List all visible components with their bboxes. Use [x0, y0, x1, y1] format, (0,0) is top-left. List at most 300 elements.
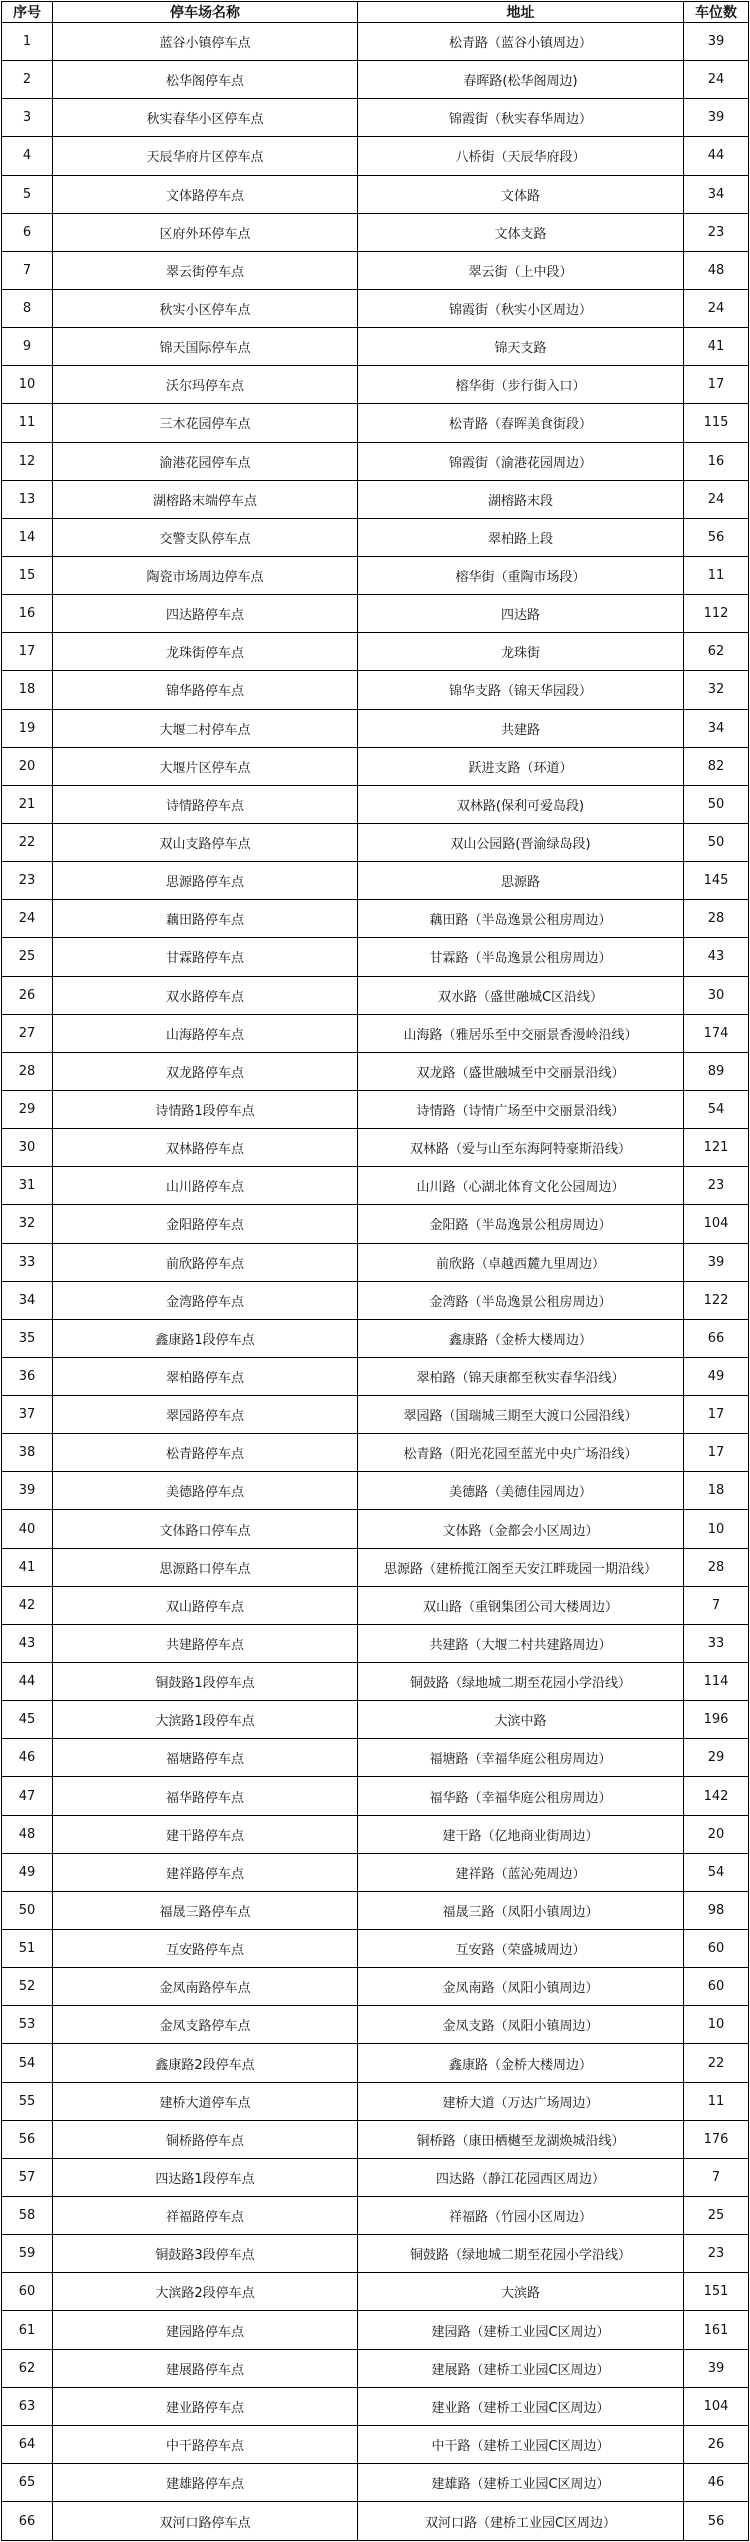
cell-parking-name: 陶瓷市场周边停车点	[53, 556, 358, 594]
table-row	[2, 1891, 749, 1929]
cell-address: 四达路（静江花园西区周边）	[358, 2158, 684, 2196]
cell-parking-name: 文体路停车点	[53, 175, 358, 213]
cell-parking-name: 天辰华府片区停车点	[53, 137, 358, 175]
table-row	[2, 556, 749, 594]
cell-space-count: 142	[684, 1777, 749, 1815]
cell-space-count: 151	[684, 2273, 749, 2311]
cell-index: 16	[2, 595, 53, 633]
cell-index: 14	[2, 518, 53, 556]
cell-index: 35	[2, 1319, 53, 1357]
cell-index: 61	[2, 2311, 53, 2349]
table-row	[2, 2425, 749, 2463]
table-row	[2, 1014, 749, 1052]
table-row	[2, 1663, 749, 1701]
cell-index: 53	[2, 2006, 53, 2044]
cell-index: 31	[2, 1167, 53, 1205]
cell-space-count: 98	[684, 1891, 749, 1929]
cell-address: 金凤南路（凤阳小镇周边）	[358, 1968, 684, 2006]
cell-parking-name: 共建路停车点	[53, 1624, 358, 1662]
table-row	[2, 2502, 749, 2541]
table-row	[2, 709, 749, 747]
cell-parking-name: 松青路停车点	[53, 1434, 358, 1472]
cell-address: 大滨路	[358, 2273, 684, 2311]
cell-space-count: 24	[684, 480, 749, 518]
table-row	[2, 1586, 749, 1624]
cell-index: 58	[2, 2197, 53, 2235]
cell-address: 铜鼓路（绿地城二期至花园小学沿线）	[358, 2235, 684, 2273]
cell-index: 52	[2, 1968, 53, 2006]
cell-space-count: 30	[684, 976, 749, 1014]
cell-address: 鑫康路（金桥大楼周边）	[358, 1319, 684, 1357]
cell-address: 福塘路（幸福华庭公租房周边）	[358, 1739, 684, 1777]
cell-space-count: 41	[684, 328, 749, 366]
cell-address: 双山路（重钢集团公司大楼周边）	[358, 1586, 684, 1624]
table-row	[2, 976, 749, 1014]
cell-index: 24	[2, 900, 53, 938]
cell-parking-name: 松华阁停车点	[53, 61, 358, 99]
cell-address: 思源路（建桥揽江阁至天安江畔珑园一期沿线）	[358, 1548, 684, 1586]
table-row	[2, 2311, 749, 2349]
cell-parking-name: 美德路停车点	[53, 1472, 358, 1510]
cell-address: 思源路	[358, 862, 684, 900]
table-row	[2, 1434, 749, 1472]
cell-parking-name: 文体路口停车点	[53, 1510, 358, 1548]
table-row	[2, 2235, 749, 2273]
cell-space-count: 145	[684, 862, 749, 900]
cell-index: 30	[2, 1129, 53, 1167]
cell-space-count: 16	[684, 442, 749, 480]
cell-parking-name: 山川路停车点	[53, 1167, 358, 1205]
cell-parking-name: 大滨路2段停车点	[53, 2273, 358, 2311]
table-row	[2, 1510, 749, 1548]
cell-parking-name: 诗情路1段停车点	[53, 1090, 358, 1128]
table-row	[2, 1739, 749, 1777]
cell-space-count: 39	[684, 1243, 749, 1281]
cell-space-count: 34	[684, 709, 749, 747]
cell-address: 建业路（建桥工业园C区周边）	[358, 2387, 684, 2425]
table-row	[2, 1853, 749, 1891]
cell-address: 诗情路（诗情广场至中交丽景沿线）	[358, 1090, 684, 1128]
cell-index: 21	[2, 785, 53, 823]
cell-parking-name: 四达路1段停车点	[53, 2158, 358, 2196]
cell-space-count: 32	[684, 671, 749, 709]
cell-index: 18	[2, 671, 53, 709]
cell-space-count: 18	[684, 1472, 749, 1510]
cell-index: 62	[2, 2349, 53, 2387]
cell-parking-name: 山海路停车点	[53, 1014, 358, 1052]
cell-index: 65	[2, 2464, 53, 2502]
cell-index: 23	[2, 862, 53, 900]
cell-parking-name: 双林路停车点	[53, 1129, 358, 1167]
cell-parking-name: 大滨路1段停车点	[53, 1701, 358, 1739]
cell-index: 9	[2, 328, 53, 366]
table-row	[2, 2158, 749, 2196]
cell-parking-name: 区府外环停车点	[53, 213, 358, 251]
cell-index: 7	[2, 251, 53, 289]
cell-index: 10	[2, 366, 53, 404]
table-row	[2, 1319, 749, 1357]
cell-space-count: 122	[684, 1281, 749, 1319]
table-row	[2, 1930, 749, 1968]
cell-index: 6	[2, 213, 53, 251]
cell-space-count: 174	[684, 1014, 749, 1052]
cell-space-count: 22	[684, 2044, 749, 2082]
cell-space-count: 39	[684, 2349, 749, 2387]
header-index: 序号	[2, 2, 53, 23]
cell-address: 前欣路（卓越西麓九里周边）	[358, 1243, 684, 1281]
table-row	[2, 2387, 749, 2425]
table-row	[2, 2464, 749, 2502]
cell-address: 锦天支路	[358, 328, 684, 366]
table-row	[2, 2197, 749, 2235]
cell-parking-name: 四达路停车点	[53, 595, 358, 633]
cell-space-count: 176	[684, 2120, 749, 2158]
cell-parking-name: 思源路停车点	[53, 862, 358, 900]
cell-space-count: 33	[684, 1624, 749, 1662]
cell-address: 共建路	[358, 709, 684, 747]
cell-address: 松青路（春晖美食街段）	[358, 404, 684, 442]
header-parking-name: 停车场名称	[53, 2, 358, 23]
cell-space-count: 54	[684, 1090, 749, 1128]
cell-space-count: 82	[684, 747, 749, 785]
table-row	[2, 1815, 749, 1853]
cell-parking-name: 铜鼓路3段停车点	[53, 2235, 358, 2273]
cell-space-count: 10	[684, 1510, 749, 1548]
cell-parking-name: 建园路停车点	[53, 2311, 358, 2349]
cell-parking-name: 诗情路停车点	[53, 785, 358, 823]
cell-index: 51	[2, 1930, 53, 1968]
cell-index: 49	[2, 1853, 53, 1891]
table-row	[2, 1052, 749, 1090]
cell-space-count: 39	[684, 23, 749, 61]
cell-parking-name: 建桥大道停车点	[53, 2082, 358, 2120]
cell-parking-name: 双龙路停车点	[53, 1052, 358, 1090]
cell-index: 5	[2, 175, 53, 213]
cell-parking-name: 福华路停车点	[53, 1777, 358, 1815]
cell-address: 甘霖路（半岛逸景公租房周边）	[358, 938, 684, 976]
cell-index: 26	[2, 976, 53, 1014]
cell-parking-name: 三木花园停车点	[53, 404, 358, 442]
cell-index: 37	[2, 1396, 53, 1434]
cell-address: 建展路（建桥工业园C区周边）	[358, 2349, 684, 2387]
table-row	[2, 2273, 749, 2311]
cell-address: 祥福路（竹园小区周边）	[358, 2197, 684, 2235]
cell-space-count: 11	[684, 2082, 749, 2120]
cell-index: 25	[2, 938, 53, 976]
cell-index: 47	[2, 1777, 53, 1815]
cell-index: 22	[2, 823, 53, 861]
cell-index: 32	[2, 1205, 53, 1243]
cell-space-count: 23	[684, 1167, 749, 1205]
table-row	[2, 1624, 749, 1662]
table-row	[2, 1701, 749, 1739]
cell-index: 45	[2, 1701, 53, 1739]
cell-index: 59	[2, 2235, 53, 2273]
cell-address: 铜桥路（康田栖樾至龙湖焕城沿线）	[358, 2120, 684, 2158]
cell-index: 57	[2, 2158, 53, 2196]
cell-address: 金湾路（半岛逸景公租房周边）	[358, 1281, 684, 1319]
cell-space-count: 46	[684, 2464, 749, 2502]
cell-space-count: 23	[684, 2235, 749, 2273]
cell-address: 锦霞街（秋实小区周边）	[358, 289, 684, 327]
cell-space-count: 44	[684, 137, 749, 175]
table-row	[2, 404, 749, 442]
cell-index: 4	[2, 137, 53, 175]
cell-space-count: 17	[684, 1434, 749, 1472]
cell-address: 四达路	[358, 595, 684, 633]
table-row	[2, 23, 749, 61]
table-row	[2, 862, 749, 900]
cell-index: 60	[2, 2273, 53, 2311]
table-row	[2, 2082, 749, 2120]
cell-parking-name: 大堰二村停车点	[53, 709, 358, 747]
table-row	[2, 785, 749, 823]
table-row	[2, 251, 749, 289]
cell-address: 榕华街（步行街入口）	[358, 366, 684, 404]
cell-address: 跃进支路（环道）	[358, 747, 684, 785]
cell-address: 福华路（幸福华庭公租房周边）	[358, 1777, 684, 1815]
cell-parking-name: 翠柏路停车点	[53, 1357, 358, 1395]
cell-address: 双林路(保利可爱岛段)	[358, 785, 684, 823]
table-row	[2, 61, 749, 99]
cell-space-count: 43	[684, 938, 749, 976]
table-row	[2, 137, 749, 175]
table-row	[2, 213, 749, 251]
table-row	[2, 1205, 749, 1243]
cell-address: 双山公园路(晋渝绿岛段)	[358, 823, 684, 861]
table-row	[2, 1243, 749, 1281]
cell-address: 山川路（心湖北体育文化公园周边）	[358, 1167, 684, 1205]
cell-parking-name: 锦天国际停车点	[53, 328, 358, 366]
cell-index: 1	[2, 23, 53, 61]
table-row	[2, 1396, 749, 1434]
cell-space-count: 48	[684, 251, 749, 289]
cell-parking-name: 双水路停车点	[53, 976, 358, 1014]
cell-space-count: 121	[684, 1129, 749, 1167]
cell-address: 松青路（阳光花园至蓝光中央广场沿线）	[358, 1434, 684, 1472]
cell-space-count: 114	[684, 1663, 749, 1701]
table-row	[2, 2044, 749, 2082]
cell-parking-name: 翠园路停车点	[53, 1396, 358, 1434]
cell-address: 金阳路（半岛逸景公租房周边）	[358, 1205, 684, 1243]
cell-address: 翠云街（上中段）	[358, 251, 684, 289]
cell-index: 28	[2, 1052, 53, 1090]
cell-parking-name: 思源路口停车点	[53, 1548, 358, 1586]
cell-address: 文体路（金都会小区周边）	[358, 1510, 684, 1548]
cell-space-count: 66	[684, 1319, 749, 1357]
table-row	[2, 671, 749, 709]
cell-index: 55	[2, 2082, 53, 2120]
cell-parking-name: 湖榕路末端停车点	[53, 480, 358, 518]
cell-space-count: 24	[684, 289, 749, 327]
cell-index: 56	[2, 2120, 53, 2158]
table-row	[2, 595, 749, 633]
cell-address: 湖榕路末段	[358, 480, 684, 518]
cell-index: 50	[2, 1891, 53, 1929]
cell-index: 13	[2, 480, 53, 518]
cell-address: 八桥街（天辰华府段）	[358, 137, 684, 175]
cell-address: 文体路	[358, 175, 684, 213]
cell-index: 64	[2, 2425, 53, 2463]
table-row	[2, 1777, 749, 1815]
cell-index: 3	[2, 99, 53, 137]
cell-parking-name: 建雄路停车点	[53, 2464, 358, 2502]
cell-index: 38	[2, 1434, 53, 1472]
cell-address: 锦霞街（秋实春华周边）	[358, 99, 684, 137]
cell-address: 建园路（建桥工业园C区周边）	[358, 2311, 684, 2349]
table-row	[2, 1167, 749, 1205]
cell-address: 龙珠街	[358, 633, 684, 671]
cell-space-count: 7	[684, 2158, 749, 2196]
table-row	[2, 1548, 749, 1586]
cell-address: 松青路（蓝谷小镇周边）	[358, 23, 684, 61]
cell-parking-name: 中干路停车点	[53, 2425, 358, 2463]
cell-parking-name: 鑫康路1段停车点	[53, 1319, 358, 1357]
table-row	[2, 1357, 749, 1395]
cell-space-count: 60	[684, 1930, 749, 1968]
cell-index: 43	[2, 1624, 53, 1662]
cell-address: 福晟三路（凤阳小镇周边）	[358, 1891, 684, 1929]
cell-address: 翠柏路上段	[358, 518, 684, 556]
cell-address: 山海路（雅居乐至中交丽景香漫岭沿线）	[358, 1014, 684, 1052]
cell-address: 大滨中路	[358, 1701, 684, 1739]
cell-parking-name: 金湾路停车点	[53, 1281, 358, 1319]
table-header-row	[2, 2, 749, 23]
cell-parking-name: 金阳路停车点	[53, 1205, 358, 1243]
cell-space-count: 28	[684, 900, 749, 938]
table-row	[2, 99, 749, 137]
cell-index: 27	[2, 1014, 53, 1052]
cell-address: 建干路（亿地商业街周边）	[358, 1815, 684, 1853]
cell-parking-name: 双山支路停车点	[53, 823, 358, 861]
cell-index: 19	[2, 709, 53, 747]
cell-space-count: 17	[684, 1396, 749, 1434]
cell-space-count: 112	[684, 595, 749, 633]
cell-index: 20	[2, 747, 53, 785]
cell-space-count: 50	[684, 785, 749, 823]
table-row	[2, 518, 749, 556]
cell-address: 春晖路(松华阁周边)	[358, 61, 684, 99]
cell-parking-name: 福晟三路停车点	[53, 1891, 358, 1929]
cell-address: 共建路（大堰二村共建路周边）	[358, 1624, 684, 1662]
table-row	[2, 1129, 749, 1167]
table-row	[2, 1090, 749, 1128]
cell-address: 锦华支路（锦天华园段）	[358, 671, 684, 709]
cell-parking-name: 祥福路停车点	[53, 2197, 358, 2235]
cell-address: 互安路（荣盛城周边）	[358, 1930, 684, 1968]
table-row	[2, 328, 749, 366]
cell-parking-name: 渝港花园停车点	[53, 442, 358, 480]
cell-index: 36	[2, 1357, 53, 1395]
cell-space-count: 20	[684, 1815, 749, 1853]
cell-parking-name: 福塘路停车点	[53, 1739, 358, 1777]
cell-address: 建祥路（蓝沁苑周边）	[358, 1853, 684, 1891]
cell-space-count: 62	[684, 633, 749, 671]
cell-space-count: 25	[684, 2197, 749, 2235]
cell-space-count: 54	[684, 1853, 749, 1891]
cell-address: 双河口路（建桥工业园C区周边）	[358, 2502, 684, 2541]
cell-space-count: 11	[684, 556, 749, 594]
cell-address: 藕田路（半岛逸景公租房周边）	[358, 900, 684, 938]
cell-index: 12	[2, 442, 53, 480]
table-row	[2, 747, 749, 785]
table-row	[2, 1472, 749, 1510]
cell-parking-name: 金凤支路停车点	[53, 2006, 358, 2044]
cell-address: 美德路（美德佳园周边）	[358, 1472, 684, 1510]
cell-parking-name: 龙珠街停车点	[53, 633, 358, 671]
cell-index: 44	[2, 1663, 53, 1701]
table-row	[2, 175, 749, 213]
cell-address: 建桥大道（万达广场周边）	[358, 2082, 684, 2120]
cell-parking-name: 蓝谷小镇停车点	[53, 23, 358, 61]
table-row	[2, 366, 749, 404]
cell-address: 建雄路（建桥工业园C区周边）	[358, 2464, 684, 2502]
cell-parking-name: 甘霖路停车点	[53, 938, 358, 976]
cell-space-count: 115	[684, 404, 749, 442]
cell-parking-name: 建祥路停车点	[53, 1853, 358, 1891]
cell-address: 翠柏路（锦天康都至秋实春华沿线）	[358, 1357, 684, 1395]
cell-parking-name: 交警支队停车点	[53, 518, 358, 556]
cell-parking-name: 双山路停车点	[53, 1586, 358, 1624]
table-row	[2, 2006, 749, 2044]
table-row	[2, 1281, 749, 1319]
cell-index: 8	[2, 289, 53, 327]
cell-index: 66	[2, 2502, 53, 2541]
cell-space-count: 28	[684, 1548, 749, 1586]
table-row	[2, 823, 749, 861]
cell-parking-name: 鑫康路2段停车点	[53, 2044, 358, 2082]
cell-index: 34	[2, 1281, 53, 1319]
cell-index: 54	[2, 2044, 53, 2082]
cell-index: 15	[2, 556, 53, 594]
cell-space-count: 7	[684, 1586, 749, 1624]
table-row	[2, 2349, 749, 2387]
table-row	[2, 938, 749, 976]
cell-space-count: 50	[684, 823, 749, 861]
cell-index: 46	[2, 1739, 53, 1777]
cell-address: 铜鼓路（绿地城二期至花园小学沿线）	[358, 1663, 684, 1701]
cell-index: 42	[2, 1586, 53, 1624]
cell-parking-name: 双河口路停车点	[53, 2502, 358, 2541]
cell-parking-name: 藕田路停车点	[53, 900, 358, 938]
cell-address: 双水路（盛世融城C区沿线）	[358, 976, 684, 1014]
cell-parking-name: 前欣路停车点	[53, 1243, 358, 1281]
cell-space-count: 34	[684, 175, 749, 213]
cell-space-count: 196	[684, 1701, 749, 1739]
cell-index: 11	[2, 404, 53, 442]
cell-space-count: 60	[684, 1968, 749, 2006]
table-row	[2, 442, 749, 480]
cell-space-count: 26	[684, 2425, 749, 2463]
cell-space-count: 56	[684, 2502, 749, 2541]
cell-space-count: 104	[684, 2387, 749, 2425]
cell-index: 29	[2, 1090, 53, 1128]
table-row	[2, 480, 749, 518]
cell-parking-name: 建展路停车点	[53, 2349, 358, 2387]
cell-index: 48	[2, 1815, 53, 1853]
cell-parking-name: 建干路停车点	[53, 1815, 358, 1853]
cell-index: 39	[2, 1472, 53, 1510]
cell-parking-name: 金凤南路停车点	[53, 1968, 358, 2006]
cell-space-count: 56	[684, 518, 749, 556]
table-row	[2, 1968, 749, 2006]
cell-parking-name: 秋实春华小区停车点	[53, 99, 358, 137]
cell-space-count: 29	[684, 1739, 749, 1777]
table-row	[2, 633, 749, 671]
table-row	[2, 2120, 749, 2158]
cell-address: 锦霞街（渝港花园周边）	[358, 442, 684, 480]
cell-space-count: 23	[684, 213, 749, 251]
